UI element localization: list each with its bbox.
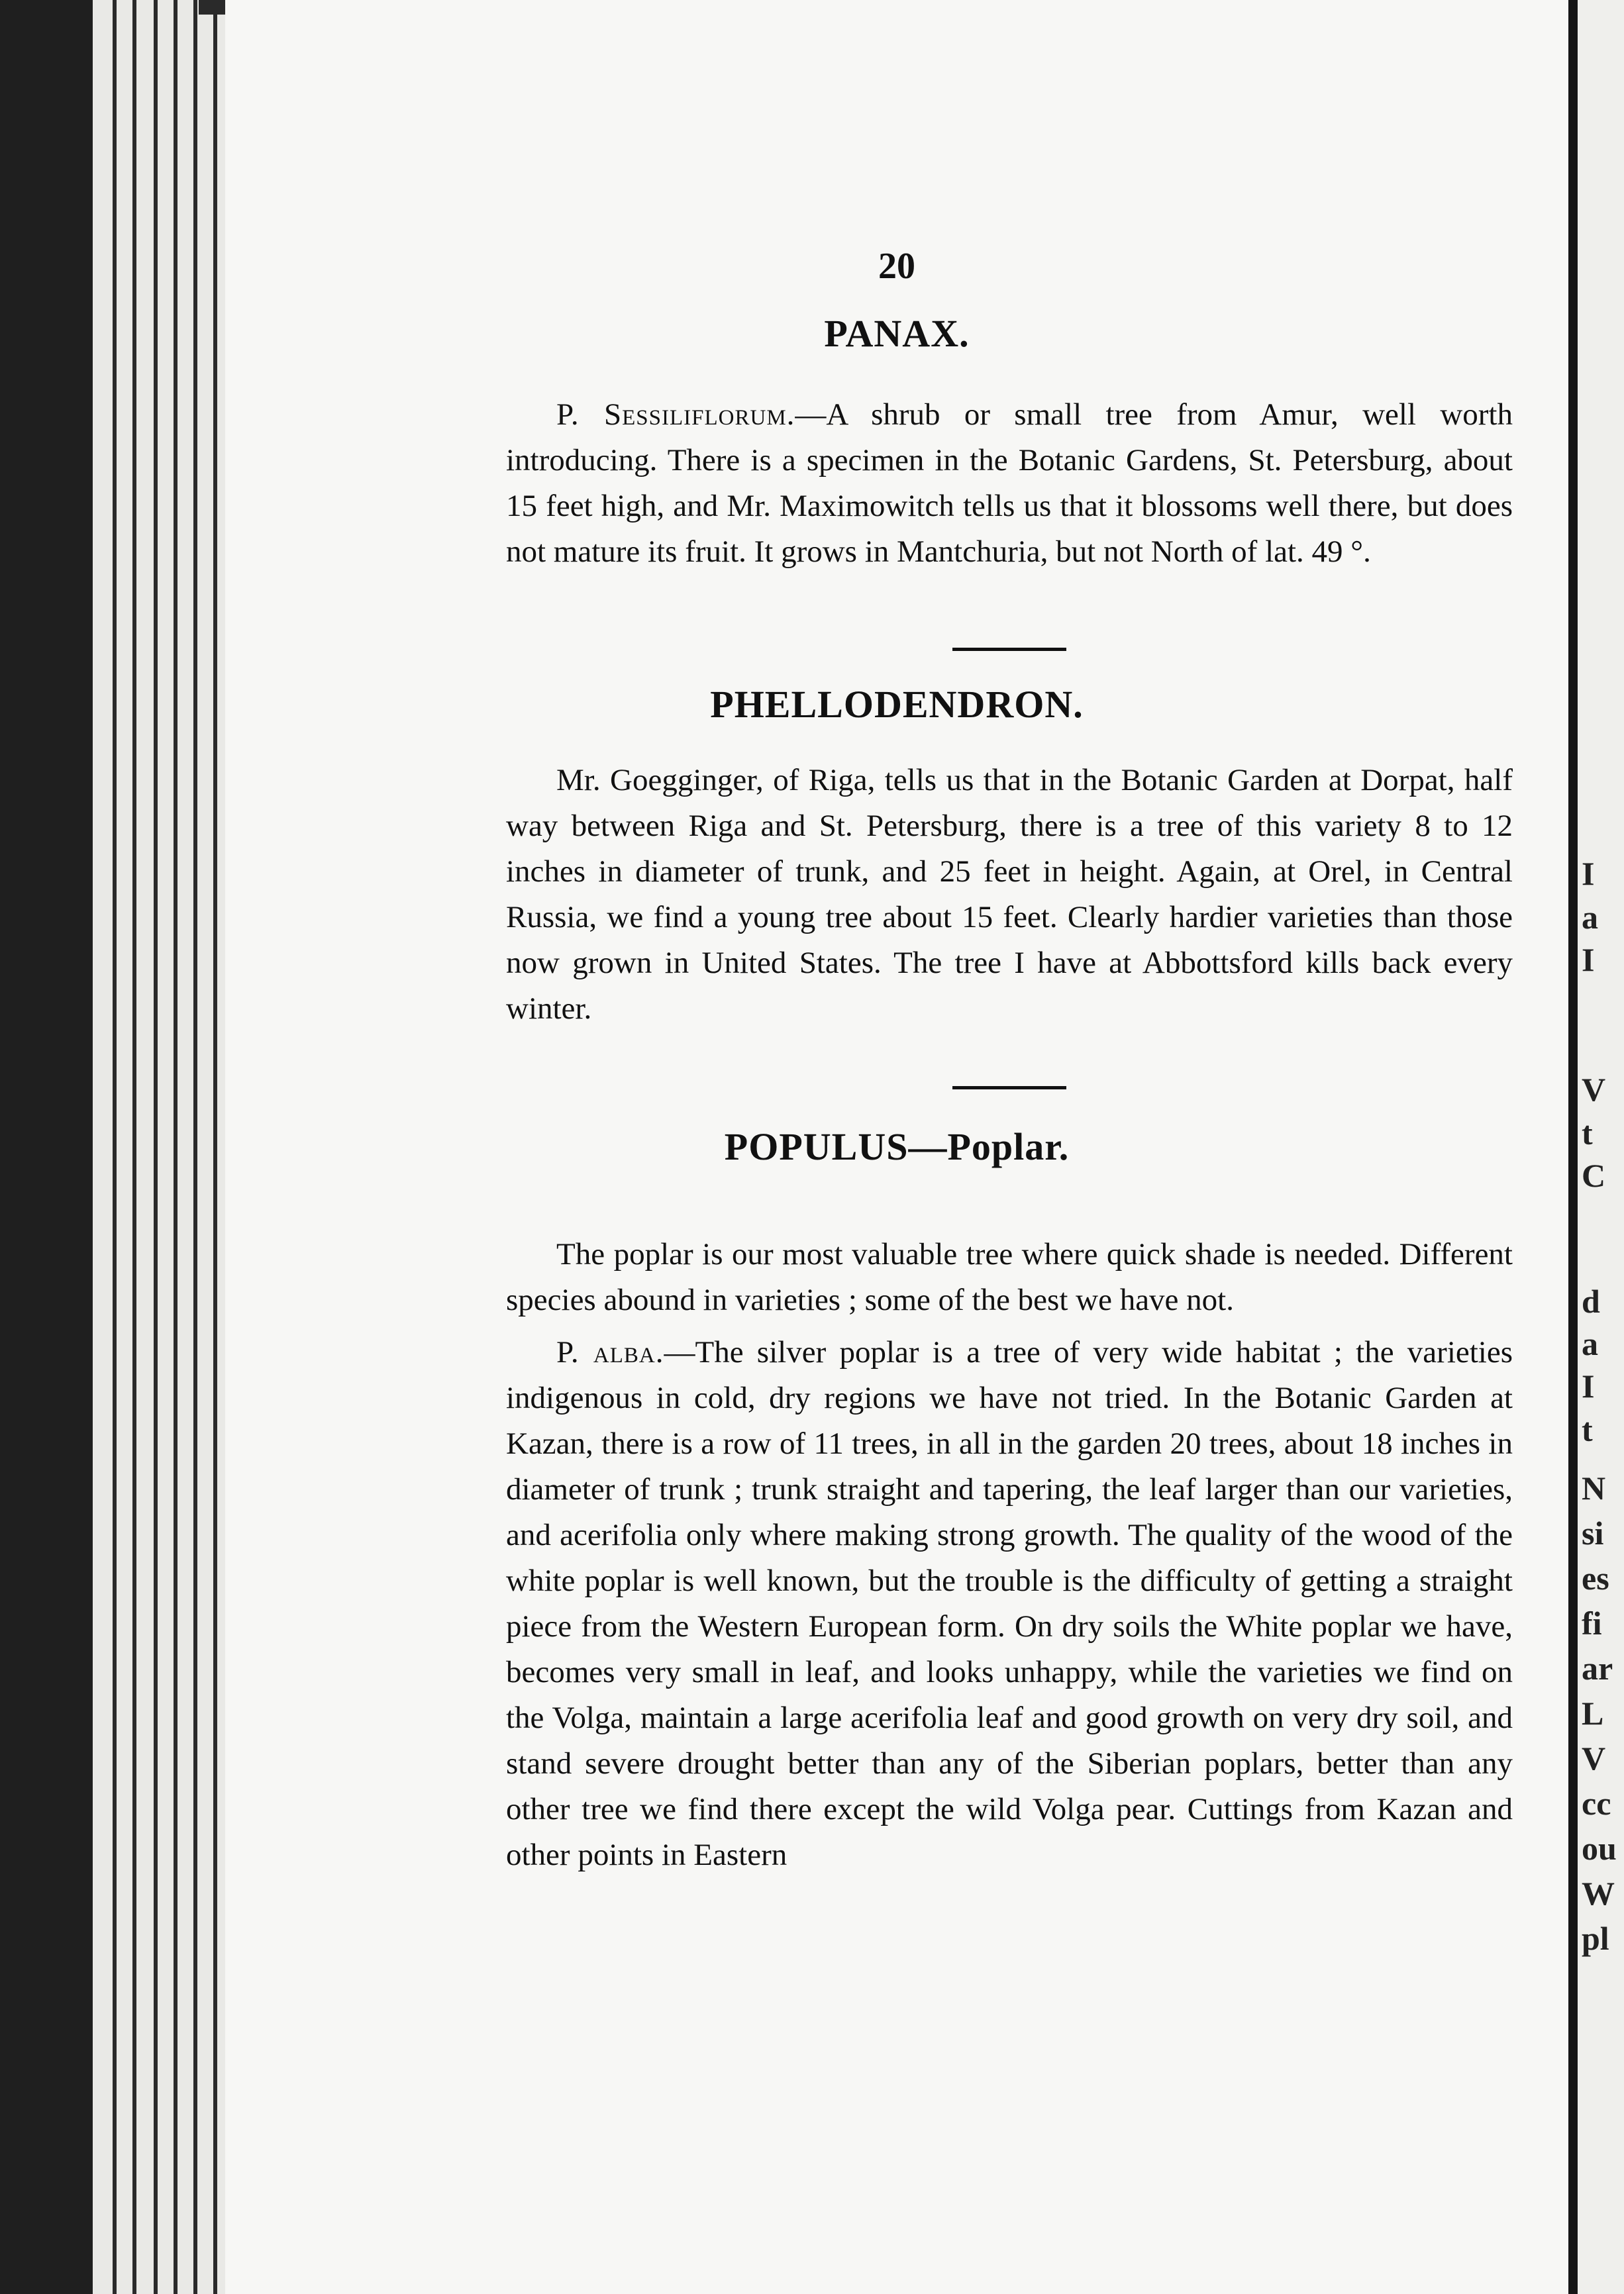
neighbor-letter: ou	[1582, 1830, 1617, 1867]
neighbor-letter: ar	[1582, 1650, 1613, 1687]
neighbor-letter: pl	[1582, 1920, 1609, 1957]
neighbor-letter: V	[1582, 1071, 1606, 1108]
neighbor-letter: fi	[1582, 1605, 1602, 1642]
heading-populus: POPULUS—Poplar.	[724, 1125, 1070, 1168]
neighbor-letter: d	[1582, 1283, 1600, 1320]
page-stack-edges	[0, 0, 225, 2294]
paragraph-populus-alba	[506, 1330, 1513, 1878]
section-rule	[952, 648, 1066, 651]
species-name: P. alba.	[556, 1335, 664, 1370]
neighbor-letter: cc	[1582, 1785, 1611, 1822]
neighbor-letter: W	[1582, 1875, 1615, 1912]
paragraph-panax	[506, 392, 1513, 575]
neighbor-page-edge	[1578, 0, 1624, 2294]
neighbor-letter: I	[1582, 1368, 1595, 1405]
paragraph-phellodendron	[506, 758, 1513, 1032]
paragraph-text: —The silver poplar is a tree of very wide habitat ; the varieties indigenous in cold, dry regions we have not tried. In the Botanic Garden at Kazan, there is a row of 11 trees, in all in the garden 20 trees, about 18 inches in diameter of trunk ; trunk straight and tapering, the leaf larger than our varieties, and acerifolia only where making strong growth. The quality of the wood of the white poplar is well known, but the trouble is the difficulty of getting a straight piece from the Western European form. On dry soils the White poplar we have, becomes very small in leaf, and looks unhappy, while the varieties we find on the Volga, maintain a large acerifolia leaf and good growth on very dry soil, and stand severe drought better than any of the Siberian poplars, better than any other tree we find there except the wild Volga pear. Cuttings from Kazan and other points in Eastern	[506, 1335, 1513, 1872]
edge-line	[193, 0, 197, 2294]
edge-shadow	[0, 0, 93, 2294]
neighbor-letter: a	[1582, 899, 1598, 936]
neighbor-letter: I	[1582, 941, 1595, 978]
neighbor-letter: a	[1582, 1325, 1598, 1362]
section-rule	[952, 1086, 1066, 1089]
neighbor-letter: C	[1582, 1157, 1606, 1194]
species-name: P. Sessiliflorum.	[556, 397, 795, 432]
paragraph-text: The poplar is our most valuable tree where quick shade is needed. Different species abound in varieties ; some of the best we have not.	[506, 1237, 1513, 1317]
neighbor-letter: t	[1582, 1115, 1593, 1152]
neighbor-letter: I	[1582, 855, 1595, 892]
page-number: 20	[878, 246, 915, 287]
heading-phellodendron: PHELLODENDRON.	[710, 683, 1084, 726]
edge-line	[154, 0, 158, 2294]
neighbor-letter: L	[1582, 1695, 1604, 1732]
edge-line	[132, 0, 136, 2294]
heading-panax: PANAX.	[824, 312, 970, 355]
edge-line	[113, 0, 117, 2294]
paragraph-populus-intro	[506, 1232, 1513, 1323]
neighbor-letter: V	[1582, 1740, 1606, 1777]
neighbor-letter: t	[1582, 1411, 1593, 1448]
paragraph-text: —A shrub or small tree from Amur, well worth introducing. There is a specimen in the Botanic Gardens, St. Petersburg, about 15 feet high, and Mr. Maximowitch tells us that it blossoms well there, but does not mature its fruit. It grows in Mantchuria, but not North of lat. 49 °.	[506, 397, 1513, 569]
edge-line	[213, 0, 217, 2294]
neighbor-letter: si	[1582, 1515, 1604, 1552]
neighbor-letter: es	[1582, 1560, 1609, 1597]
binding-gutter	[1568, 0, 1578, 2294]
edge-line	[174, 0, 178, 2294]
paragraph-text: Mr. Goegginger, of Riga, tells us that in the Botanic Garden at Dorpat, half way between Riga and St. Petersburg, there is a tree of this variety 8 to 12 inches in diameter of trunk, and 25 feet in height. Again, at Orel, in Central Russia, we find a young tree about 15 feet. Clearly hardier varieties than those now grown in United States. The tree I have at Abbottsford kills back every winter.	[506, 763, 1513, 1026]
neighbor-letter: N	[1582, 1470, 1606, 1507]
